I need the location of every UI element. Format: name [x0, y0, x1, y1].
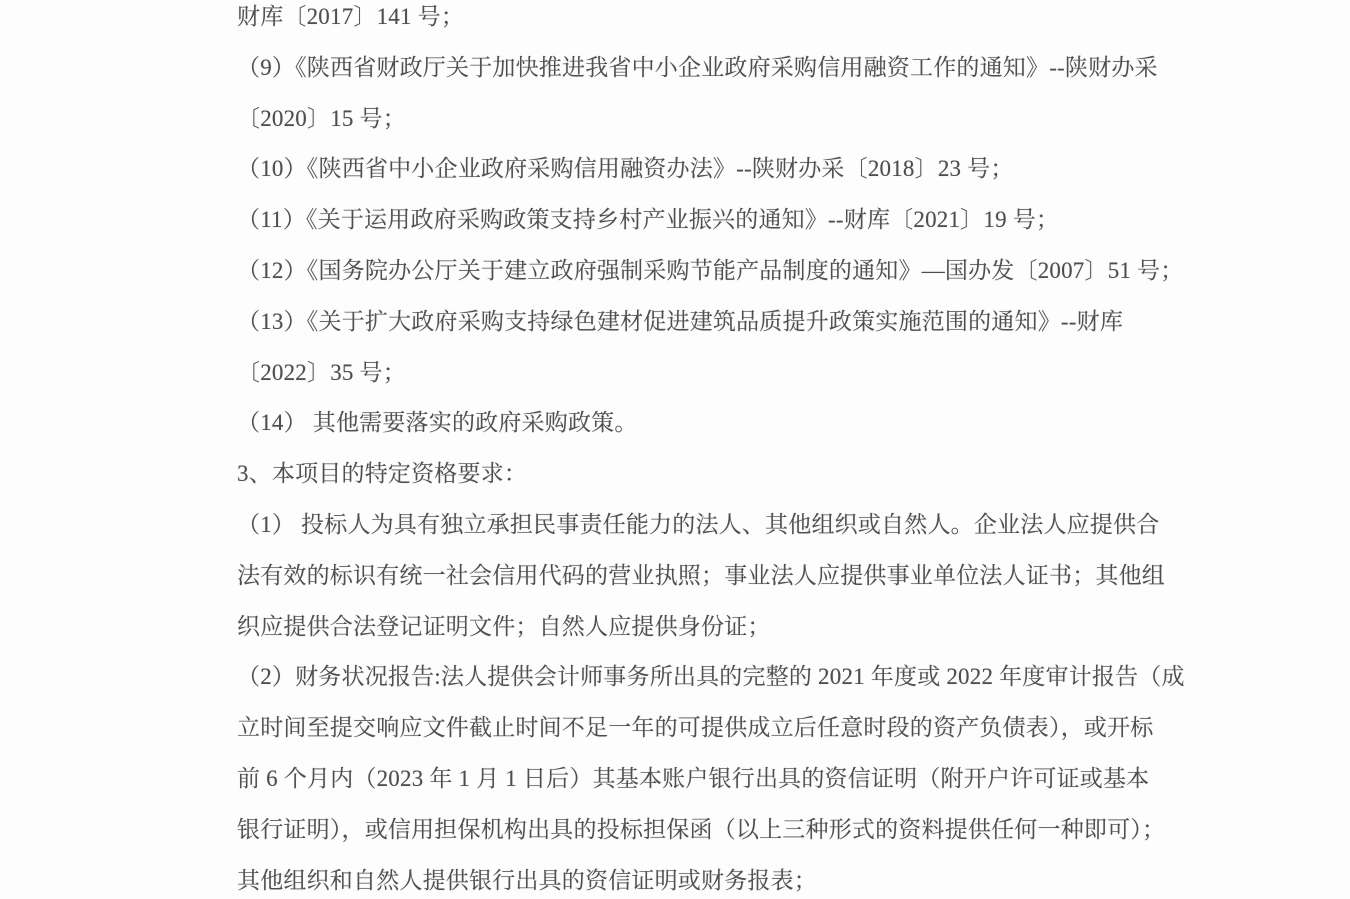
text-line: 立时间至提交响应文件截止时间不足一年的可提供成立后任意时段的资产负债表），或开标 [237, 715, 1154, 741]
text-line: 法有效的标识有统一社会信用代码的营业执照；事业法人应提供事业单位法人证书；其他组 [237, 562, 1165, 588]
document-text-block [237, 0, 1185, 899]
text-line: （10）《陕西省中小企业政府采购信用融资办法》--陕财办采〔2018〕23 号； [237, 156, 1014, 182]
text-line: 3、本项目的特定资格要求： [237, 461, 528, 487]
text-line: （2）财务状况报告:法人提供会计师事务所出具的完整的 2021 年度或 2022 年度审计报告（成 [237, 664, 1185, 690]
text-line: （9）《陕西省财政厅关于加快推进我省中小企业政府采购信用融资工作的通知》--陕财办采 [237, 54, 1158, 80]
text-line: 〔2022〕35 号； [237, 359, 406, 385]
text-line: 前 6 个月内（2023 年 1 月 1 日后）其基本账户银行出具的资信证明（附开户许可证或基本 [237, 765, 1150, 791]
text-line: 〔2020〕15 号； [237, 105, 406, 131]
text-line: 其他组织和自然人提供银行出具的资信证明或财务报表； [237, 867, 817, 893]
text-line: 银行证明），或信用担保机构出具的投标担保函（以上三种形式的资料提供任何一种即可）； [237, 816, 1166, 842]
text-line: 财库〔2017〕141 号； [237, 4, 465, 29]
text-line: （1） 投标人为具有独立承担民事责任能力的法人、其他组织或自然人。企业法人应提供合 [237, 511, 1160, 537]
text-line: 织应提供合法登记证明文件；自然人应提供身份证； [237, 613, 771, 639]
text-line: （14） 其他需要落实的政府采购政策。 [237, 410, 638, 436]
text-line: （12）《国务院办公厅关于建立政府强制采购节能产品制度的通知》—国办发〔2007〕51 号； [237, 257, 1184, 283]
text-line: （11）《关于运用政府采购政策支持乡村产业振兴的通知》--财库〔2021〕19 号； [237, 207, 1060, 233]
text-line: （13）《关于扩大政府采购支持绿色建材促进建筑品质提升政策实施范围的通知》--财库 [237, 308, 1124, 334]
